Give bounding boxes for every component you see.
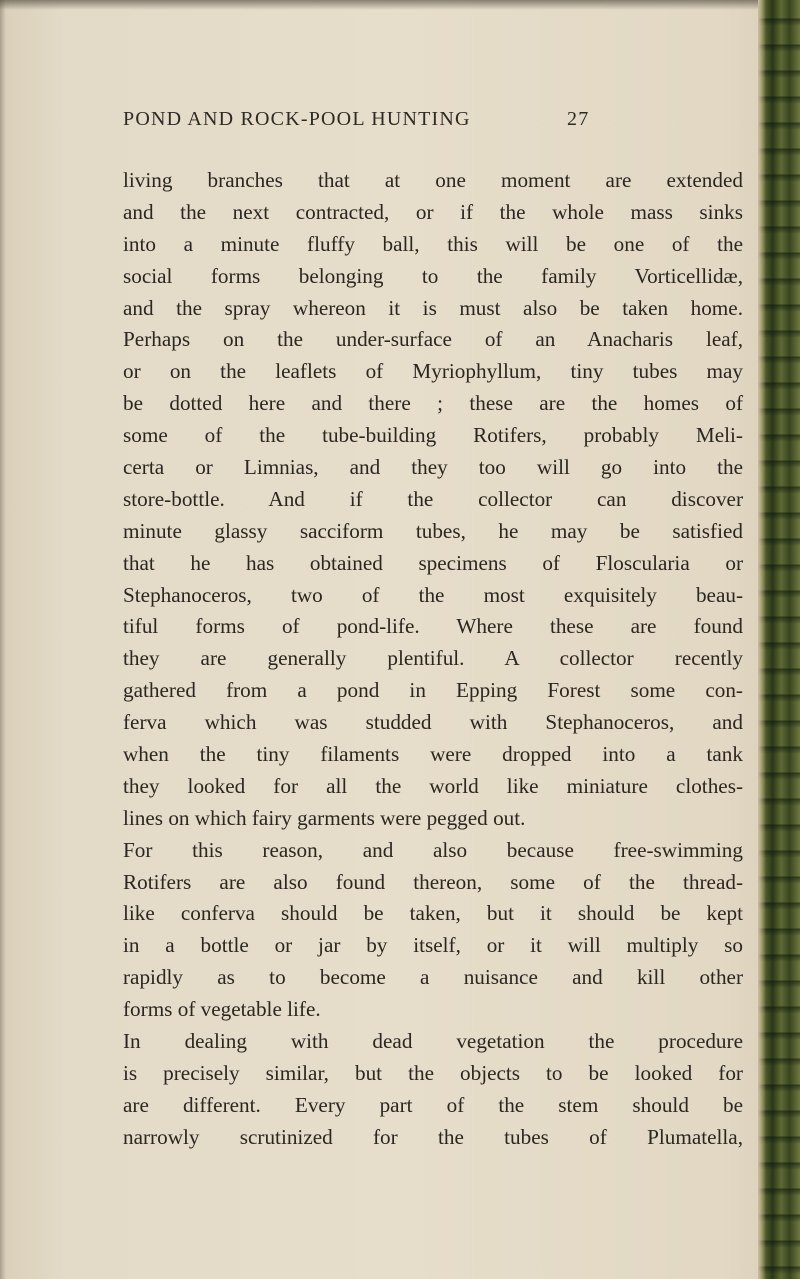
text-line: tiful forms of pond-life. Where these are found: [123, 614, 743, 639]
text-line: minute glassy sacciform tubes, he may be satisfied: [123, 518, 743, 543]
text-line: into a minute fluffy ball, this will be one of the: [123, 231, 743, 256]
body-text: [123, 165, 743, 1154]
text-line: some of the tube-building Rotifers, probably Meli-: [123, 423, 743, 448]
text-line: or on the leaflets of Myriophyllum, tiny tubes may: [123, 359, 743, 384]
page-number: 27: [567, 108, 590, 130]
text-line: they looked for all the world like miniature clothes-: [123, 773, 743, 798]
text-line: is precisely similar, but the objects to be looked for: [123, 1060, 743, 1085]
text-line: that he has obtained specimens of Floscularia or: [123, 550, 743, 575]
page-top-shadow: [0, 0, 760, 10]
text-line: rapidly as to become a nuisance and kill other: [123, 965, 743, 990]
text-line: In dealing with dead vegetation the procedure: [123, 1029, 743, 1054]
text-line: living branches that at one moment are extended: [123, 168, 743, 192]
text-line: when the tiny filaments were dropped into a tank: [123, 742, 743, 767]
text-line: they are generally plentiful. A collector recently: [123, 646, 743, 671]
text-line: store-bottle. And if the collector can discover: [123, 486, 743, 511]
text-line: and the spray whereon it is must also be taken home.: [123, 295, 743, 320]
text-line: For this reason, and also because free-swimming: [123, 837, 743, 862]
text-line: be dotted here and there ; these are the homes of: [123, 391, 743, 416]
text-line: forms of vegetable life.: [123, 997, 321, 1022]
text-line: Rotifers are also found thereon, some of the thread-: [123, 869, 743, 894]
text-line: like conferva should be taken, but it should be kept: [123, 901, 743, 926]
text-line: Stephanoceros, two of the most exquisitely beau-: [123, 582, 743, 607]
text-line: ferva which was studded with Stephanoceros, and: [123, 710, 743, 735]
text-line: certa or Limnias, and they too will go into the: [123, 455, 743, 480]
text-line: lines on which fairy garments were pegged out.: [123, 805, 526, 830]
text-line: Perhaps on the under-surface of an Anacharis leaf,: [123, 327, 743, 352]
text-line: are different. Every part of the stem should be: [123, 1092, 743, 1117]
page-header: [123, 108, 723, 138]
text-line: and the next contracted, or if the whole mass sinks: [123, 199, 743, 224]
book-binding-edge: [758, 0, 800, 1279]
running-head: POND AND ROCK-POOL HUNTING: [123, 108, 471, 130]
text-line: social forms belonging to the family Vorticellidæ,: [123, 263, 743, 288]
text-line: gathered from a pond in Epping Forest some con-: [123, 678, 743, 703]
page-left-edge: [0, 0, 6, 1279]
text-line: narrowly scrutinized for the tubes of Plumatella,: [123, 1124, 743, 1149]
text-line: in a bottle or jar by itself, or it will multiply so: [123, 933, 743, 958]
